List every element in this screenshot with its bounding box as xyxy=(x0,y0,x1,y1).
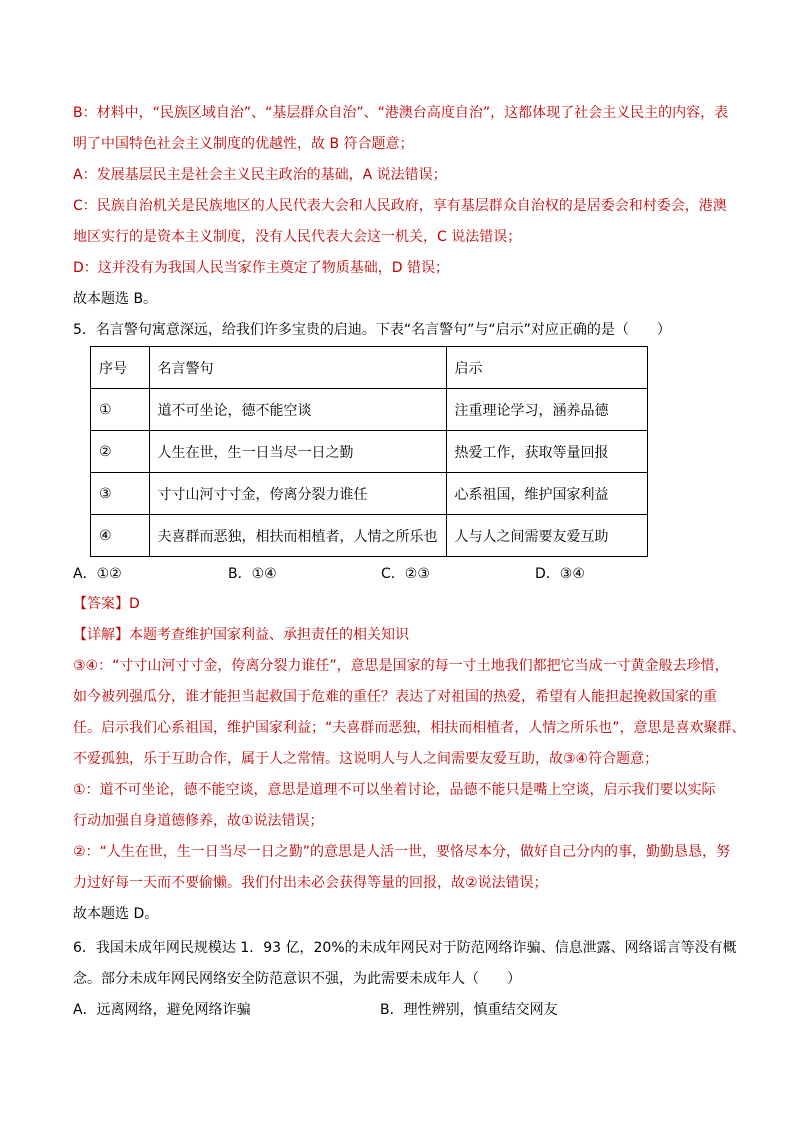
explanation-line: ②：“人生在世，生一日当尽一日之勤”的意思是人活一世，要恪尽本分，做好自己分内的事，勤勤恳恳，努 xyxy=(73,844,731,860)
explanation-b: B：材料中，“民族区域自治”、“基层群众自治”、“港澳台高度自治”，这都体现了社会主义民主的内容，表 xyxy=(73,105,729,121)
explanation-c: C：民族自治机关是民族地区的人民代表大会和人民政府，享有基层群众自治权的是居委会和村委会，港澳 xyxy=(73,198,727,214)
row-quote: 夫喜群而恶独，相扶而相植者，人情之所乐也 xyxy=(149,515,446,557)
header-number: 序号 xyxy=(91,347,150,389)
header-insight: 启示 xyxy=(446,347,647,389)
row-number: ① xyxy=(91,389,150,431)
row-quote: 人生在世，生一日当尽一日之勤 xyxy=(149,431,446,473)
explanation-b-cont: 明了中国特色社会主义制度的优越性，故 B 符合题意； xyxy=(73,136,414,152)
q6-option-b: B．理性辨别，慎重结交网友 xyxy=(380,1002,558,1018)
row-insight: 注重理论学习，涵养品德 xyxy=(446,389,647,431)
row-quote: 寸寸山河寸寸金，侉离分裂力谁任 xyxy=(149,473,446,515)
option-b: B．①④ xyxy=(228,566,277,582)
explanation-line: 如今被列强瓜分，谁才能担当起救国于危难的重任？表达了对祖国的热爱，希望有人能担起挽救国家的重 xyxy=(73,689,717,705)
explanation-a: A：发展基层民主是社会主义民主政治的基础，A 说法错误； xyxy=(73,167,447,183)
q5-conclusion: 故本题选 D。 xyxy=(73,906,159,922)
q6-option-a: A．远离网络，避免网络诈骗 xyxy=(73,1002,251,1018)
row-quote: 道不可坐论，德不能空谈 xyxy=(149,389,446,431)
explanation-line: 不爱孤独，乐于互助合作，属于人之常情。这说明人与人之间需要友爱互助，故③④符合题意； xyxy=(73,751,659,767)
quotes-table xyxy=(90,346,648,557)
explanation-line: ③④：“寸寸山河寸寸金，侉离分裂力谁任”，意思是国家的每一寸土地我们都把它当成一寸黄金般去珍惜， xyxy=(73,658,729,674)
row-number: ② xyxy=(91,431,150,473)
row-insight: 热爱工作，获取等量回报 xyxy=(446,431,647,473)
table-header-row xyxy=(91,347,648,389)
answer-label: 【答案】D xyxy=(73,596,140,612)
detail-label: 【详解】本题考查维护国家利益、承担责任的相关知识 xyxy=(73,627,409,643)
table-row xyxy=(91,389,648,431)
question-6-stem-cont: 念。部分未成年网民网络安全防范意识不强，为此需要未成年人（ ） xyxy=(73,971,521,987)
explanation-line: ①：道不可坐论，德不能空谈，意思是道理不可以坐着讨论，品德不能只是嘴上空谈，启示我们要以实际 xyxy=(73,782,716,798)
table-row xyxy=(91,473,648,515)
prev-conclusion: 故本题选 B。 xyxy=(73,291,158,307)
explanation-c-cont: 地区实行的是资本主义制度，没有人民代表大会这一机关，C 说法错误； xyxy=(73,229,522,245)
table-row xyxy=(91,431,648,473)
explanation-d: D：这并没有为我国人民当家作主奠定了物质基础，D 错误； xyxy=(73,260,450,276)
row-number: ③ xyxy=(91,473,150,515)
explanation-line: 任。启示我们心系祖国，维护国家利益；“夫喜群而恶独，相扶而相植者，人情之所乐也”，意思是喜欢聚群、 xyxy=(73,720,746,736)
table-row xyxy=(91,515,648,557)
option-a: A．①② xyxy=(73,566,122,582)
question-5-stem: 5．名言警句寓意深远，给我们许多宝贵的启迪。下表“名言警句”与“启示”对应正确的是（ ） xyxy=(73,322,671,338)
option-c: C．②③ xyxy=(381,566,430,582)
option-d: D．③④ xyxy=(535,566,585,582)
row-insight: 人与人之间需要友爱互助 xyxy=(446,515,647,557)
explanation-line: 力过好每一天而不要偷懒。我们付出未必会获得等量的回报，故②说法错误； xyxy=(73,875,548,891)
header-quote: 名言警句 xyxy=(149,347,446,389)
explanation-line: 行动加强自身道德修养，故①说法错误； xyxy=(73,813,324,829)
row-insight: 心系祖国，维护国家利益 xyxy=(446,473,647,515)
row-number: ④ xyxy=(91,515,150,557)
question-6-stem: 6．我国未成年网民规模达 1．93 亿，20%的未成年网民对于防范网络诈骗、信息泄露、网络谣言等没有概 xyxy=(73,940,737,956)
